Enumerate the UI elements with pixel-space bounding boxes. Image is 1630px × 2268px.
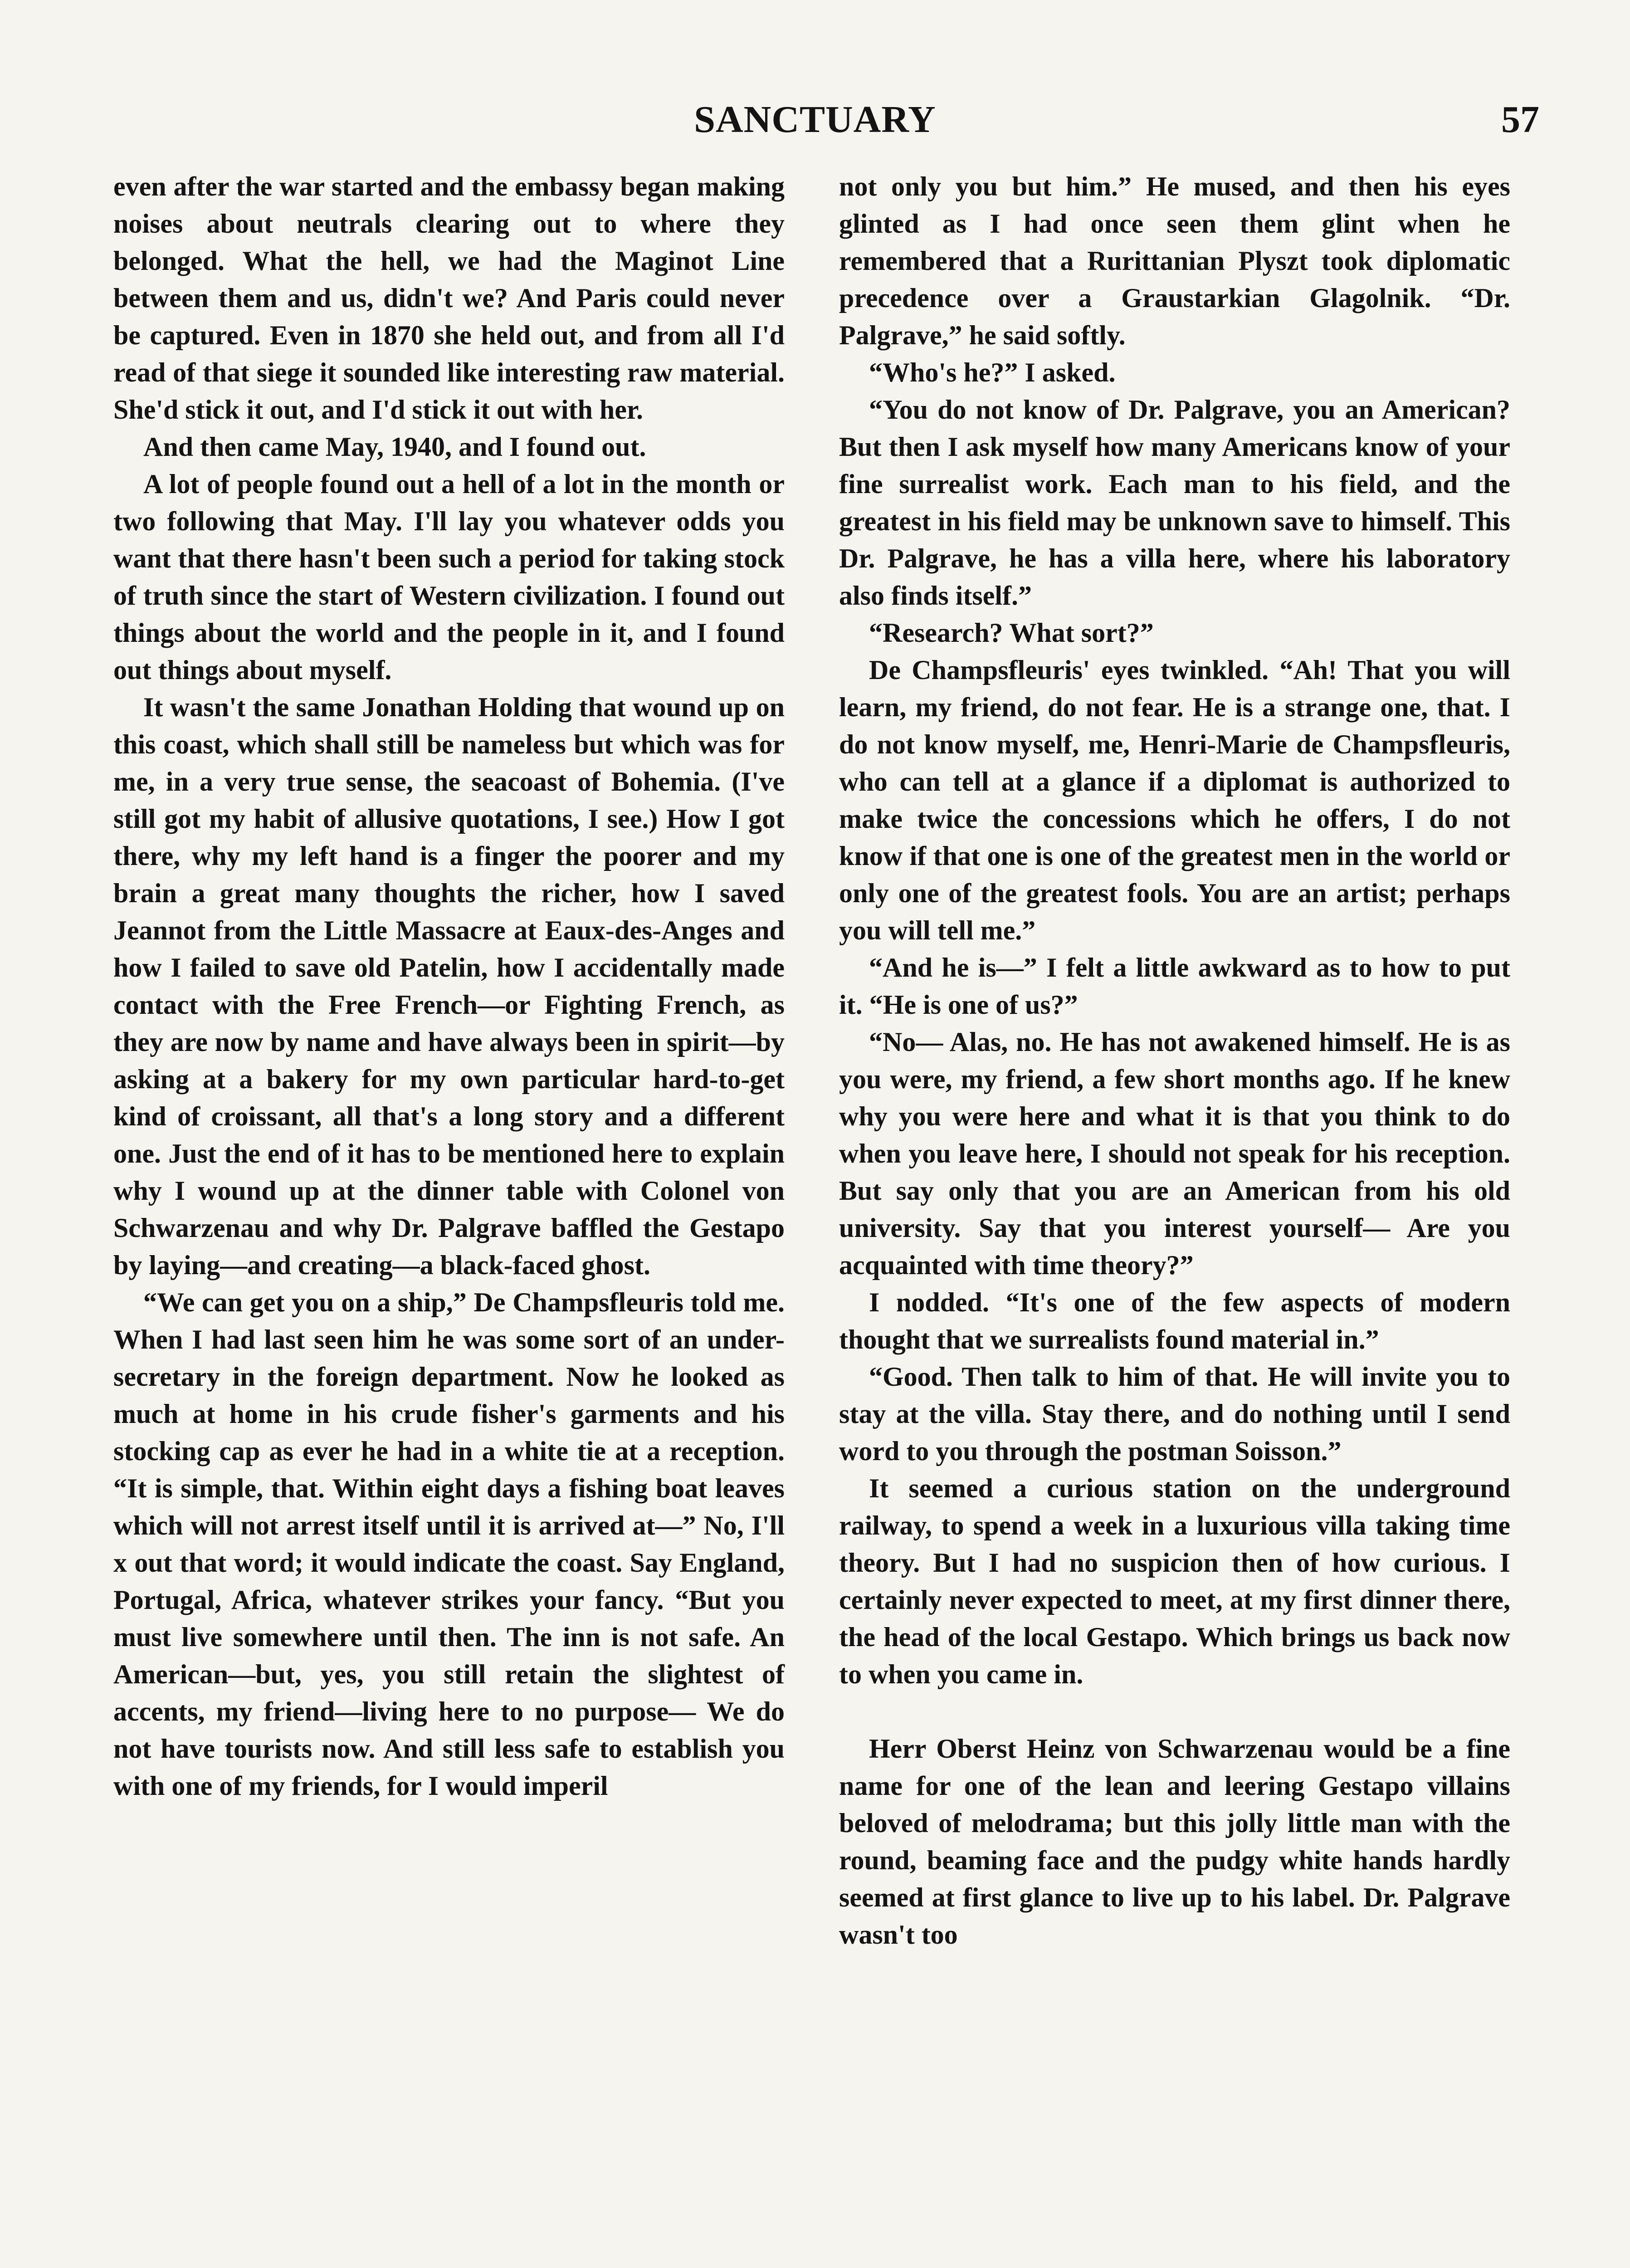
- paragraph: It seemed a curious station on the underground railway, to spend a week in a luxurious villa taking time theory. But I had no suspicion then of how curious. I certainly never expected to meet, at my first dinner there, the head of the local Gestapo. Which brings us back now to when you came in.: [839, 1473, 1510, 1689]
- paragraph: “Who's he?” I asked.: [869, 357, 1116, 387]
- paragraph: even after the war started and the embassy began making noises about neutrals clearing out to where they belonged. What the hell, we had the Maginot Line between them and us, didn't we? And Paris could never be captured. Even in 1870 she held out, and from all I'd read of that siege it sounded like interesting raw material. She'd stick it out, and I'd stick it out with her.: [113, 171, 785, 425]
- paragraph-section-start: Herr Oberst Heinz von Schwarzenau would be a fine name for one of the lean and leering Gestapo villains beloved of melodrama; but this jolly little man with the round, beaming face and the pudgy white hands hardly seemed at first glance to live up to his label. Dr. Palgrave wasn't too: [839, 1734, 1510, 1950]
- right-column: [839, 168, 1510, 1953]
- paragraph: “No— Alas, no. He has not awakened himself. He is as you were, my friend, a few short months ago. If he knew why you were here and what it is that you think to do when you leave here, I should not speak for his reception. But say only that you are an American from his old university. Say that you interest yourself— Are you acquainted with time theory?”: [839, 1027, 1510, 1280]
- paragraph: De Champsfleuris' eyes twinkled. “Ah! That you will learn, my friend, do not fear. He is a strange one, that. I do not know myself, me, Henri-Marie de Champsfleuris, who can tell at a glance if a diplomat is authorized to make twice the concessions which he offers, I do not know if that one is one of the greatest men in the world or only one of the greatest fools. You are an artist; perhaps you will tell me.”: [839, 655, 1510, 945]
- paragraph: “And he is—” I felt a little awkward as to how to put it. “He is one of us?”: [839, 953, 1510, 1020]
- paragraph: And then came May, 1940, and I found out.: [143, 432, 646, 462]
- paragraph: I nodded. “It's one of the few aspects of modern thought that we surrealists found material in.”: [839, 1287, 1510, 1354]
- running-title: SANCTUARY: [694, 98, 936, 141]
- paragraph: “Good. Then talk to him of that. He will invite you to stay at the villa. Stay there, and do nothing until I send word to you through the postman Soisson.”: [839, 1362, 1510, 1466]
- left-column: [113, 168, 785, 1804]
- page-number: 57: [1501, 98, 1539, 141]
- paragraph: not only you but him.” He mused, and then his eyes glinted as I had once seen them glint when he remembered that a Rurittanian Plyszt took diplomatic precedence over a Graustarkian Glagolnik. “Dr. Palgrave,” he said softly.: [839, 171, 1510, 350]
- page-header: [0, 98, 1630, 147]
- paragraph: “We can get you on a ship,” De Champsfleuris told me. When I had last seen him he was some sort of an under-secretary in the foreign department. Now he looked as much at home in his crude fisher's garments and his stocking cap as ever he had in a white tie at a reception. “It is simple, that. Within eight days a fishing boat leaves which will not arrest itself until it is arrived at—” No, I'll x out that word; it would indicate the coast. Say England, Portugal, Africa, whatever strikes your fancy. “But you must live somewhere until then. The inn is not safe. An American—but, yes, you still retain the slightest of accents, my friend—living here to no purpose— We do not have tourists now. And still less safe to establish you with one of my friends, for I would imperil: [113, 1287, 785, 1801]
- paragraph: It wasn't the same Jonathan Holding that wound up on this coast, which shall still be nameless but which was for me, in a very true sense, the seacoast of Bohemia. (I've still got my habit of allusive quotations, I see.) How I got there, why my left hand is a finger the poorer and my brain a great many thoughts the richer, how I saved Jeannot from the Little Massacre at Eaux-des-Anges and how I failed to save old Patelin, how I accidentally made contact with the Free French—or Fighting French, as they are now by name and have always been in spirit—by asking at a bakery for my own particular hard-to-get kind of croissant, all that's a long story and a different one. Just the end of it has to be mentioned here to explain why I wound up at the dinner table with Colonel von Schwarzenau and why Dr. Palgrave baffled the Gestapo by laying—and creating—a black-faced ghost.: [113, 692, 785, 1280]
- paragraph: A lot of people found out a hell of a lot in the month or two following that May. I'll lay you whatever odds you want that there hasn't been such a period for taking stock of truth since the start of Western civilization. I found out things about the world and the people in it, and I found out things about myself.: [113, 469, 785, 685]
- paragraph: “Research? What sort?”: [869, 618, 1154, 648]
- paragraph: “You do not know of Dr. Palgrave, you an American? But then I ask myself how many Americans know of your fine surrealist work. Each man to his field, and the greatest in his field may be unknown save to himself. This Dr. Palgrave, he has a villa here, where his laboratory also finds itself.”: [839, 395, 1510, 611]
